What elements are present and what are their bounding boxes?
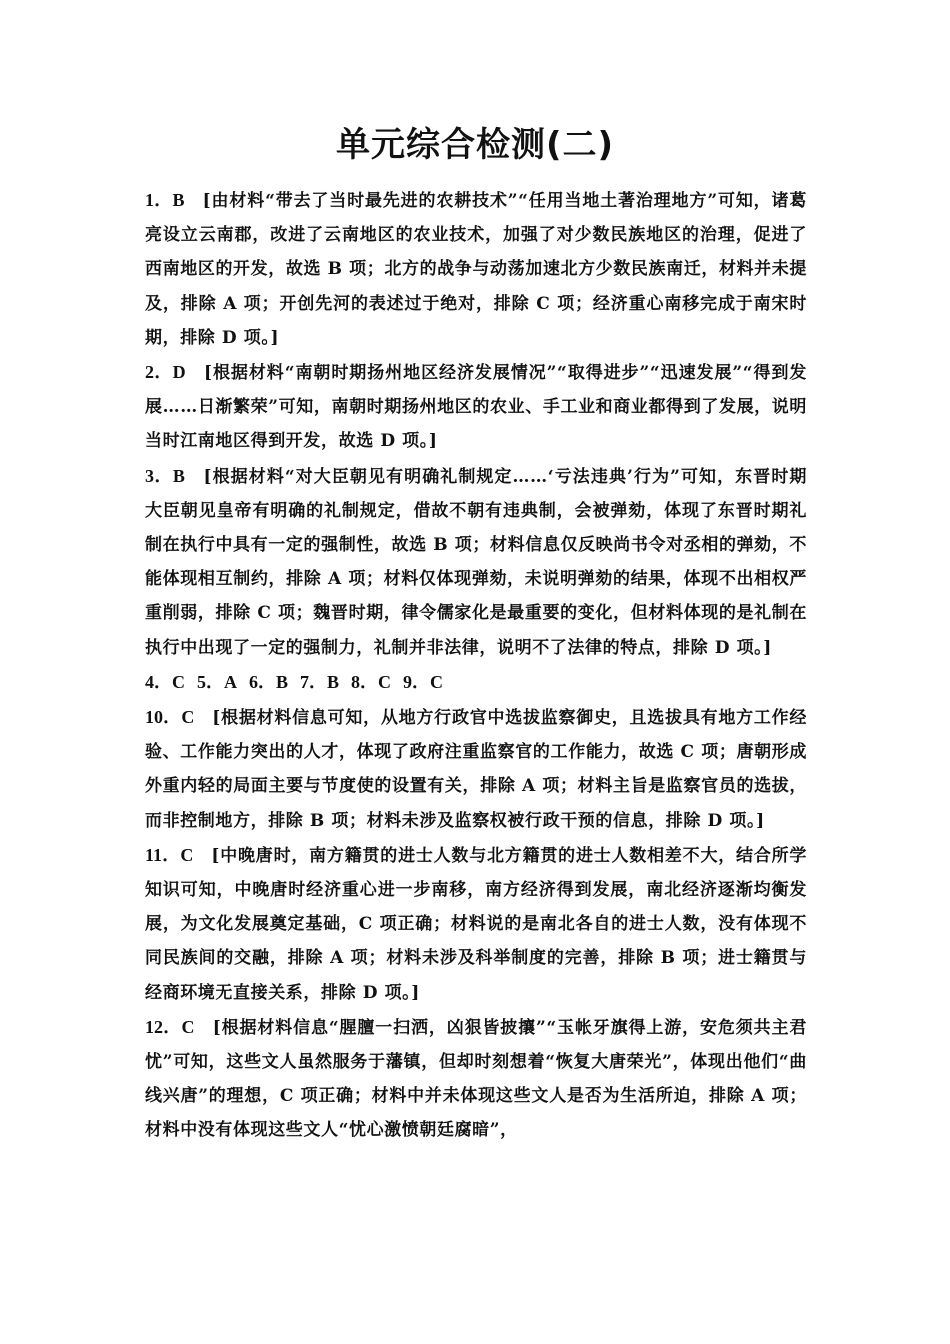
answer-list xyxy=(145,183,807,1148)
answer-explanation: [根据材料信息“腥膻一扫洒，凶狠皆披攘”“玉帐牙旗得上游，安危须共主君忧”可知，这些文人虽然服务于藩镇，但却时刻想着“恢复大唐荣光”，体现出他们“曲线兴唐”的理想，C 项正确；材料中并未体现这些文人是否为生活所迫，排除 A 项；材料中没有体现这些文人“忧心激愤朝廷腐暗”， xyxy=(145,1017,807,1141)
answer-explanation: [根据材料“南朝时期扬州地区经济发展情况”“取得进步”“迅速发展”“得到发展……日渐繁荣”可知，南朝时期扬州地区的农业、手工业和商业都得到了发展，说明当时江南地区得到开发，故选 D 项。] xyxy=(145,363,807,452)
short-answer-row xyxy=(145,665,807,700)
answer-number: 2．D xyxy=(145,362,186,383)
short-answer: 5．A xyxy=(197,671,237,692)
answer-number: 1．B xyxy=(145,190,185,210)
answer-item-12 xyxy=(145,1010,807,1148)
answer-item-3 xyxy=(145,459,807,665)
answer-explanation: [由材料“带去了当时最先进的农耕技术”“任用当地土著治理地方”可知，诸葛亮设立云南郡，改进了云南地区的农业技术，加强了对少数民族地区的治理，促进了西南地区的开发，故选 B 项；北方的战争与动荡加速北方少数民族南迁，材料并未提及，排除 A 项；开创先河的表述过于绝对，排除 C 项；经济重心南移完成于南宋时期，排除 D 项。] xyxy=(145,191,807,348)
short-answer: 7．B xyxy=(300,671,340,692)
short-answer: 6．B xyxy=(249,671,289,692)
answer-number: 12．C xyxy=(145,1016,195,1037)
answer-number: 11．C xyxy=(145,844,194,865)
answer-item-11 xyxy=(145,838,807,1010)
short-answer: 8．C xyxy=(351,671,392,692)
answer-item-2 xyxy=(145,355,807,459)
answer-explanation: [根据材料信息可知，从地方行政官中选拔监察御史，且选拔具有地方工作经验、工作能力突出的人才，体现了政府注重监察官的工作能力，故选 C 项；唐朝形成外重内轻的局面主要与节度使的设置有关，排除 A 项；材料主旨是监察官员的选拔，而非控制地方，排除 B 项；材料未涉及监察权被行政干预的信息，排除 D 项。] xyxy=(145,708,807,831)
page-title: 单元综合检测(二) xyxy=(335,125,615,165)
answer-explanation: [中晚唐时，南方籍贯的进士人数与北方籍贯的进士人数相差不大，结合所学知识可知，中晚唐时经济重心进一步南移，南方经济得到发展，南北经济逐渐均衡发展，为文化发展奠定基础，C 项正确；材料说的是南北各自的进士人数，没有体现不同民族间的交融，排除 A 项；材料未涉及科举制度的完善，排除 B 项；进士籍贯与经商环境无直接关系，排除 D 项。] xyxy=(145,845,807,1003)
short-answer: 9．C xyxy=(403,671,444,692)
answer-explanation: [根据材料“对大臣朝见有明确礼制规定……‘亏法违典’行为”可知，东晋时期大臣朝见皇帝有明确的礼制规定，借故不朝有违典制，会被弹劾，体现了东晋时期礼制在执行中具有一定的强制性，故选 B 项；材料信息仅反映尚书令对丞相的弹劾，不能体现相互制约，排除 A 项；材料仅体现弹劾，未说明弹劾的结果，体现不出相权严重削弱，排除 C 项；魏晋时期，律令儒家化是最重要的变化，但材料体现的是礼制在执行中出现了一定的强制力，礼制并非法律，说明不了法律的特点，排除 D 项。] xyxy=(145,466,807,658)
short-answer: 4．C xyxy=(145,671,185,692)
answer-number: 3．B xyxy=(145,465,185,486)
answer-item-1 xyxy=(145,183,807,355)
answer-number: 10．C xyxy=(145,707,195,728)
answer-item-10 xyxy=(145,700,807,838)
